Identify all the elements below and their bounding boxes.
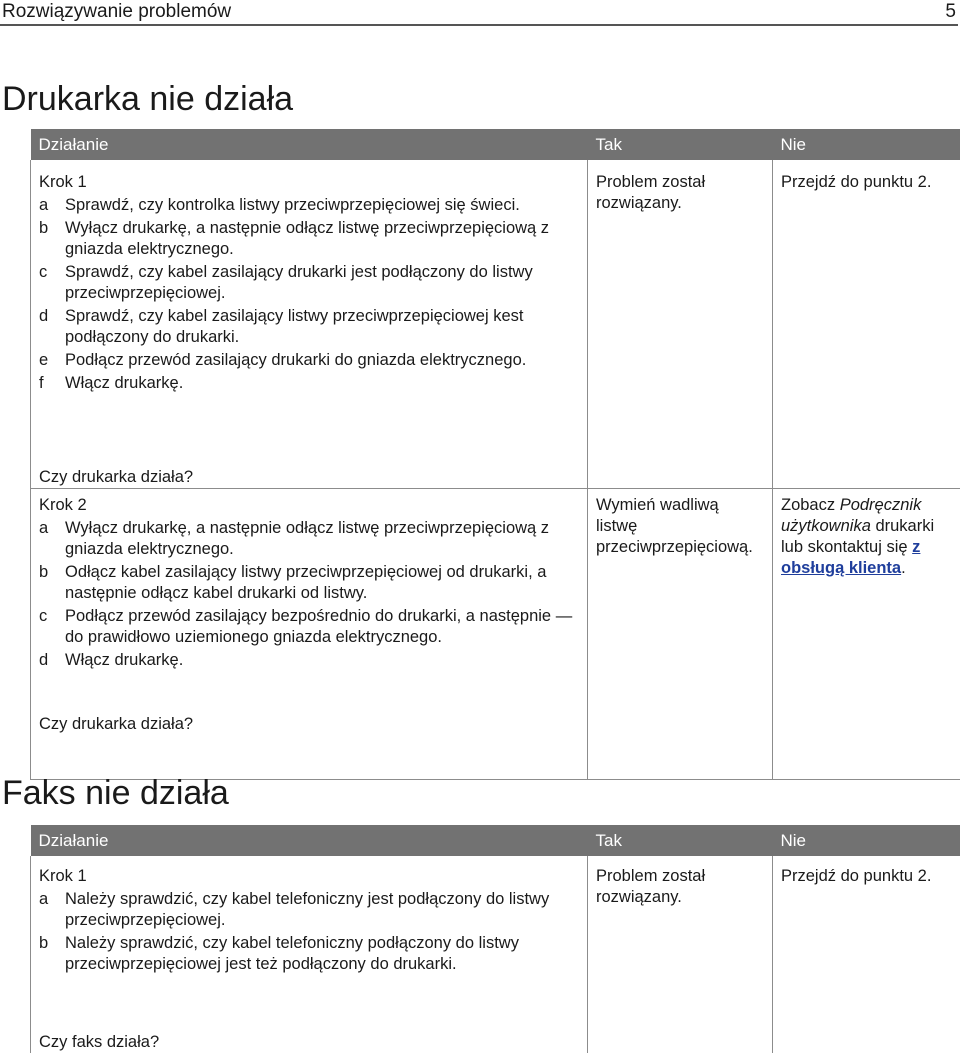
action-cell [31, 856, 588, 1053]
page-number: 5 [945, 0, 956, 24]
list-item: c Podłącz przewód zasilający bezpośrednio do drukarki, a następnie — do prawidłowo uziemionego gniazda elektrycznego. [39, 606, 579, 648]
table-header-row [31, 825, 960, 856]
list-item: e Podłącz przewód zasilający drukarki do gniazda elektrycznego. [39, 350, 579, 371]
action-cell [31, 160, 588, 489]
yes-cell: Problem został rozwiązany. [588, 160, 773, 489]
column-header-no: Nie [773, 825, 960, 856]
column-header-no: Nie [773, 129, 960, 160]
no-cell: Przejdź do punktu 2. [773, 856, 960, 1053]
step-title: Krok 1 [39, 866, 579, 887]
section-title: Rozwiązywanie problemów [2, 0, 231, 24]
manual-title: Podręcznik użytkownika [781, 496, 921, 535]
column-header-action: Działanie [31, 129, 588, 160]
step-title: Krok 2 [39, 495, 579, 516]
table-row [31, 160, 960, 489]
running-header [0, 0, 958, 26]
no-cell: Zobacz Podręcznik użytkownika drukarki lub skontaktuj się z obsługą klienta. [773, 489, 960, 780]
action-cell [31, 489, 588, 780]
step-question: Czy drukarka działa? [39, 714, 579, 735]
list-item: a Sprawdź, czy kontrolka listwy przeciwprzepięciowej się świeci. [39, 195, 579, 216]
yes-cell: Problem został rozwiązany. [588, 856, 773, 1053]
step-title: Krok 1 [39, 172, 579, 193]
list-item: f Włącz drukarkę. [39, 373, 579, 394]
list-item: a Należy sprawdzić, czy kabel telefoniczny jest podłączony do listwy przeciwprzepięciowej. [39, 889, 579, 931]
printer-table [30, 129, 960, 780]
list-item: d Włącz drukarkę. [39, 650, 579, 671]
list-item: a Wyłącz drukarkę, a następnie odłącz listwę przeciwprzepięciową z gniazda elektrycznego. [39, 518, 579, 560]
table-header-row [31, 129, 960, 160]
column-header-action: Działanie [31, 825, 588, 856]
fax-table [30, 825, 960, 1053]
column-header-yes: Tak [588, 825, 773, 856]
table-row [31, 856, 960, 1053]
list-item: c Sprawdź, czy kabel zasilający drukarki jest podłączony do listwy przeciwprzepięciowej. [39, 262, 579, 304]
table-row [31, 489, 960, 780]
list-item: b Odłącz kabel zasilający listwy przeciwprzepięciowej od drukarki, a następnie odłącz kabel drukarki od listwy. [39, 562, 579, 604]
list-item: d Sprawdź, czy kabel zasilający listwy przeciwprzepięciowej kest podłączony do drukarki. [39, 306, 579, 348]
printer-heading: Drukarka nie działa [2, 79, 293, 119]
no-cell: Przejdź do punktu 2. [773, 160, 960, 489]
yes-cell: Wymień wadliwą listwę przeciwprzepięciową. [588, 489, 773, 780]
step-question: Czy drukarka działa? [39, 467, 579, 488]
step-question: Czy faks działa? [39, 1032, 579, 1053]
list-item: b Należy sprawdzić, czy kabel telefoniczny podłączony do listwy przeciwprzepięciowej jest też podłączony do drukarki. [39, 933, 579, 975]
list-item: b Wyłącz drukarkę, a następnie odłącz listwę przeciwprzepięciową z gniazda elektrycznego. [39, 218, 579, 260]
customer-support-link[interactable]: z obsługą klienta [781, 538, 920, 577]
column-header-yes: Tak [588, 129, 773, 160]
fax-heading: Faks nie działa [2, 773, 229, 813]
